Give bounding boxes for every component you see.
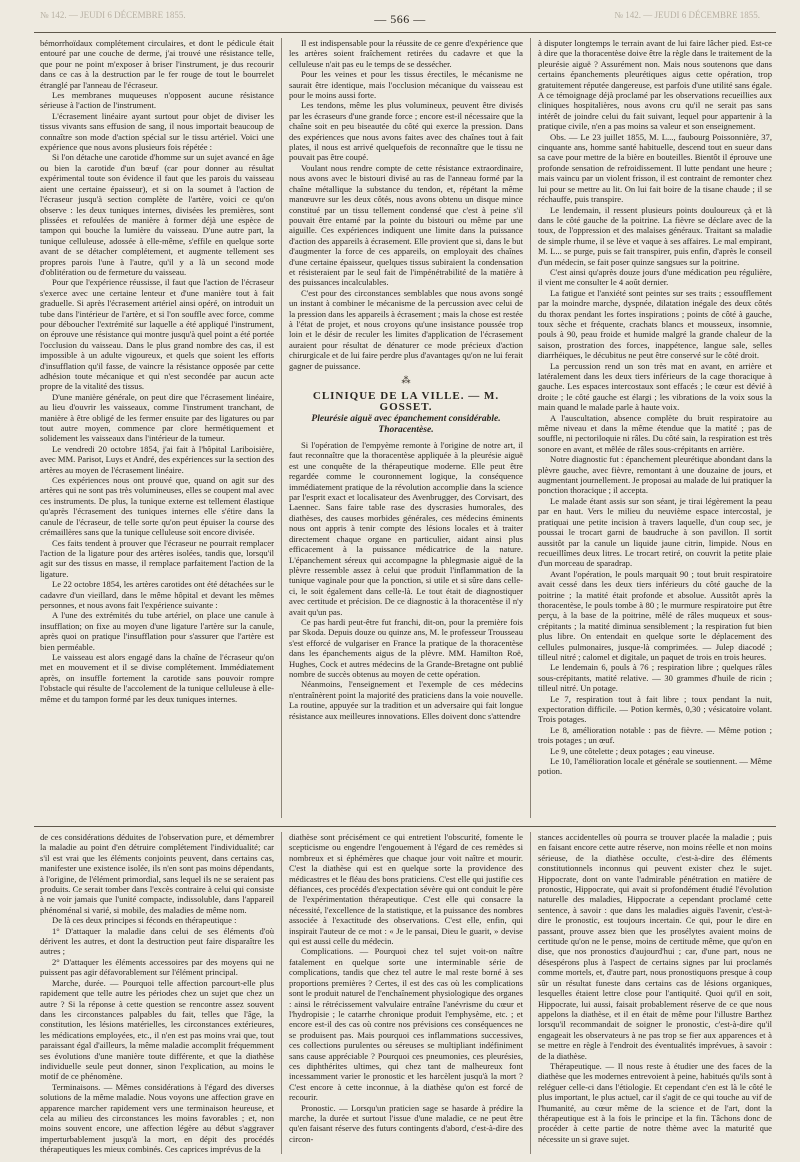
paragraph: 1° D'attaquer la maladie dans celui de ses éléments d'où dérivent les autres, et dont la destruction peut faire disparaître les autres ; (40, 925, 274, 957)
paragraph: Le 10, l'amélioration locale et générale se soutiennent. — Même potion. (538, 756, 772, 777)
paragraph: A l'une des extrémités du tube artériel, on place une canule à insufflation; on fixe au moyen d'une ligature l'artère sur la canule, après quoi on pratique l'insufflation pour s'assurer que l'artère est bien perméable. (40, 610, 274, 652)
column-bottom-2 (289, 832, 523, 1154)
paragraph: Le lendemain, il ressent plusieurs points douloureux çà et là dans le côté gauche de la poitrine. La fièvre se déclare avec de la toux, de l'oppression et des malaises généraux. Traitant sa maladie de simple rhume, il se lève et vaque à ses affaires. Le mal empirant, M. L... se purge, puis se fait transpirer, puis enfin, d'après le conseil d'un médecin, se fait poser quinze sangsues sur la poitrine. (538, 204, 772, 267)
paragraph: La fatigue et l'anxiété sont peintes sur ses traits ; essoufflement par la moindre marche, dyspnée, dilatation inégale des deux côtés du thorax pendant les fortes inspirations ; points de côté à gauche, toux sèche et fréquente, crachats blancs et mousseux, insomnie, pouls à 90, peau froide et humide malgré la grande chaleur de la saison, prostration des forces, inappétence, langue sale, selles diarrhéiques, le décubitus ne peut être conservé sur le côté droit. (538, 287, 772, 361)
column-bottom-1 (40, 832, 274, 1154)
paragraph: Il est indispensable pour la réussite de ce genre d'expérience que les artères soient fraîchement retirées du cadavre et que la celluleuse n'ait pas eu le temps de se dessécher. (289, 38, 523, 69)
clinique-subtitle: Pleurésie aiguë avec épanchement considérable. Thoracentèse. (311, 414, 501, 435)
paragraph: De là ces deux principes si féconds en thérapeutique : (52, 915, 237, 926)
page-number: — 566 — (374, 12, 426, 26)
paragraph: stances accidentelles où pourra se trouver placée la maladie ; puis en faisant encore cette autre réserve, non moins réelle et non moins sérieuse, de la diathèse occulte, c'est-à-dire des éléments constitutionnels inconnus qui peuvent exister chez le sujet. Hippocrate, dont on vante l'admirable pénétration en matière de pronostic, Hippocrate, qui avait si profondément étudié l'évolution naturelle des maladies, Hippocrate a cependant proclamé cette sentence, à savoir : que dans les maladies aiguës l'avenir, c'est-à-dire le pronostic, est toujours incertain. Ce qui, pour le dire en passant, prouve assez bien que les prosélytes avaient moins de certitude qu'on ne le pense, moins de certitude même, que qu'on en dise, que nos pronostics d'aujourd'hui ; car, d'une part, nous ne désespérons plus à l'aspect de certains signes par lui proclamés comme mortels, et, d'autre part, nous pronostiquons presque à coup sûr un résultat funeste dans certains cas de lésions organiques, lesquelles étaient lettre close pour l'antiquité. Quoi qu'il en soit, Hippocrate, lui aussi, faisait probablement réserve de ce que nous appelons la diathèse, et il en était de même pour l'illustre Barthez lorsqu'il recommandait de soigner le pronostic, c'est-à-dire qu'il engageait les observateurs à ne pas trop se fier aux apparences et à se mettre en règle à l'endroit des éventualités imprévues, à savoir : de la diathèse. (538, 832, 772, 1061)
article-clinique (289, 440, 523, 721)
paragraph: Ces faits tendent à prouver que l'écraseur ne pourrait remplacer l'action de la ligature pour des artères isolées, tandis que, lorsqu'il agit sur des tissus en masse, il remplace parfaitement l'action de la ligature. (40, 537, 274, 579)
paragraph: Terminaisons. — Mêmes considérations à l'égard des diverses solutions de la même maladie. Nous voyons une affection grave en apparence marcher rapidement vers une terminaison heureuse, et cela au milieu des circonstances les moins favorables ; et, non moins souvent encore, une affection légère au début s'aggraver imperturbablement jusqu'à la mort, en dépit des procédés thérapeutiques les mieux combinés. Ces caprices imprévus de la (40, 1081, 274, 1154)
column-top-2 (289, 38, 523, 818)
column-top-3 (538, 38, 772, 818)
paragraph: Le vendredi 20 octobre 1854, j'ai fait à l'hôpital Lariboisière, avec MM. Parisot, Luys et André, des expériences sur la section des artères au moyen de l'écrasement linéaire. (40, 443, 274, 475)
paragraph: La percussion rend un son très mat en avant, en arrière et latéralement dans les deux tiers inférieurs de la cage thoracique à gauche. Les espaces intercostaux sont effacés ; le cœur est dévié à droite ; le côté gauche est élargi ; les vibrations de la voix sous la main quand le malade parle à haute voix. (538, 360, 772, 413)
paragraph: C'est ainsi qu'après douze jours d'une médication peu régulière, il vient me consulter le 4 août dernier. (538, 266, 772, 288)
paragraph: Le 22 octobre 1854, les artères carotides ont été détachées sur le cadavre d'un vieillard, dans le même hôpital et devant les mêmes personnes, et nous avons fait l'expérience suivante : (40, 579, 274, 610)
paragraph: Les membranes muqueuses n'opposent aucune résistance sérieuse à l'action de l'instrument. (40, 90, 274, 111)
column-top-1 (40, 38, 274, 818)
paragraph: L'écrasement linéaire ayant surtout pour objet de diviser les tissus vivants sans effusion de sang, il nous importait beaucoup de connaître son mode d'action spécial sur le tissu artériel. Voici une expérience que nous avons plusieurs fois répétée : (40, 110, 274, 153)
article-ecrasement-continued (289, 38, 523, 371)
paragraph: bémorrhoïdaux complétement circulaires, et dont le pédicule était entouré par une couche de derme, j'ai trouvé une résistance telle, que pour ne point m'exposer à briser l'instrument, je dus recourir dans ce cas à la destruction par le fer rouge de tout le bourrelet étranglé par l'anneau de l'écraseur. (40, 38, 274, 90)
paragraph: Le lendemain 6, pouls à 76 ; respiration libre ; quelques râles sous-crépitants, matité relative. — 30 grammes d'huile de ricin ; tilleul nitré. Un potage. (538, 662, 772, 694)
column-divider (530, 38, 531, 818)
page-header (0, 0, 800, 30)
header-rule (34, 32, 776, 33)
column-bottom-3 (538, 832, 772, 1154)
paragraph: Pour que l'expérience réussisse, il faut que l'action de l'écraseur s'exerce avec une certaine lenteur et d'une manière tout à fait graduelle. Si après l'écrasement artériel ainsi opéré, on introduit un tube dans l'intérieur de l'artère, et si l'on souffle avec force, comme pour déboucher l'extrémité sur laquelle a été appliqué l'instrument, on éprouve une résistance qui montre jusqu'à quel point a été portée l'occlusion du vaisseau. Dans le plus grand nombre des cas, il est impossible à un adulte vigoureux, et quels que soient les efforts d'insufflation qu'il fasse, de vaincre la résistance opposée par cette adhésion toute mécanique et qui n'est secondée par aucun acte propre de la vitalité des tissus. (40, 277, 274, 392)
paragraph: diathèse sont précisément ce qui entretient l'obscurité, fomente le scepticisme ou engendre l'engouement à l'égard de ces remèdes si nombreux et si éphémères que chaque jour voit naître et mourir. C'est la diathèse qui est en quelque sorte la providence des médicastres et le fléau des bons praticiens. C'est elle qui justifie ces défiances, ces procédés d'expectation sévère qui ont conduit le père de l'expérimentation thérapeutique. C'est elle qui consacre la nécessité, l'excellence de la statistique, et la puissance des nombres associée à l'exactitude des observations. C'est elle, enfin, qui inspirait l'auteur de ce mot : « Je le pansai, Dieu le guarit, » devise qui est aussi celle du médecin. (289, 832, 523, 947)
column-divider (530, 832, 531, 1154)
clinique-title: CLINIQUE DE LA VILLE. — M. GOSSET. (312, 390, 500, 413)
paragraph: Avant l'opération, le pouls marquait 90 ; tout bruit respiratoire avait cessé dans les deux tiers inférieurs du côté gauche de la poitrine ; la matité était profonde et absolue. Aussitôt après la thoracentèse, le pouls tombe à 80 ; le murmure respiratoire put être perçu, à la base de la poitrine, mêlé de râles muqueux et sous-crépitants ; la matité diminua sensiblement ; la respiration fut bien plus libre. On entendait en quelque sorte le déplacement des cellules pulmonaires, jusque-là comprimées. — Julep diacodé ; tilleul nitré ; calomel et digitale, un paquet de trois en trois heures. (538, 568, 772, 662)
paragraph: Thérapeutique. — Il nous reste à étudier une des faces de la diathèse que les modernes entrevoient à peine, habitués qu'ils sont à reléguer celle-ci dans l'étiologie. Et cependant c'en est là le côté le plus important, le plus actuel, car il s'agit de ce qui touche au vif de l'humanité, au cœur même de la science et de l'art, dont la thérapeutique est à la fois le principe et la fin. Tâchons donc de procéder à cette partie de notre thème avec la maturité que nécessite un si grave sujet. (538, 1060, 772, 1144)
paragraph: à disputer longtemps le terrain avant de lui faire lâcher pied. Est-ce à dire que la thoracentèse doive être la règle dans le traitement de la pleurésie aiguë ? Assurément non. Mais nous soutenons que dans certains épanchements pleurétiques aigus cette opération, trop gratuitement réputée dangereuse, est parfois d'une utilité sans égale. A ce témoignage déjà proclamé par les observations recueillies aux cliniques hospitalières, nous avons cru qu'il ne serait pas sans intérêt de joindre celui du fait suivant, lequel pour appartenir à la pratique civile, n'en a pas moins sa valeur et son enseignement. (538, 38, 772, 132)
paragraph: Le vaisseau est alors engagé dans la chaîne de l'écraseur qu'on met en mouvement et il se divise complétement. Immédiatement après, on insuffle fortement la carotide sans pouvoir rompre l'obstacle qui résulte de l'accolement de la tunique celluleuse à elle-même et du tampon formé par les deux tuniques internes. (40, 651, 274, 704)
paragraph: D'une manière générale, on peut dire que l'écrasement linéaire, au lieu d'ouvrir les vaisseaux, comme l'instrument tranchant, de manière à être obligé de les fermer ensuite par des ligatures ou par tout autre moyen, commence par clore hermétiquement et solidement les vaisseaux dans l'intérieur de la tumeur. (40, 391, 274, 444)
paragraph: A l'auscultation, absence complète du bruit respiratoire au même niveau et dans la même étendue que la matité ; pas de souffle, ni pectoriloquie ni râles. Du côté sain, la respiration est très sonore en avant, et mêlée de râles sous-crépitants en arrière. (538, 412, 772, 454)
section-rule (34, 826, 776, 827)
paragraph: Le malade étant assis sur son séant, je tirai légèrement la peau par en haut. Vers le milieu du neuvième espace intercostal, je pratiquai une petite incision à travers laquelle, d'un coup sec, je poussai le trocart garni de baudruche à son pavillon. Il sortit aussitôt par la canule un liquide jaune citrin, limpide. Nous en recueillîmes deux litres. Le trocart retiré, on couvrit la petite plaie d'un morceau de sparadrap. (538, 495, 772, 569)
paragraph: Le 8, amélioration notable : pas de fièvre. — Même potion ; trois potages ; un œuf. (538, 724, 772, 746)
paragraph: Si l'on détache une carotide d'homme sur un sujet avancé en âge ou bien la carotide d'un bœuf (car pour donner au résultat expérimental toute son évidence il faut que les parois du vaisseau aient une certaine épaisseur), et si on la soumet à l'action de l'écraseur jusqu'à section complète de l'artère, voici ce qu'on observe : les deux tuniques internes, divisées les premières, sont plissées et refoulées de manière à former déjà une espèce de tampon qui bouche la lumière du vaisseau. D'une autre part, la tunique celluleuse, adossée à elle-même, s'effile en quelque sorte avant de se détacher complétement, et augmente tellement ses propres parois l'une à l'autre, qu'il y a là un second mode d'oblitération ou de fermeture du vaisseau. (40, 152, 274, 277)
paragraph: Pronostic. — Lorsqu'un praticien sage se hasarde à prédire la marche, la durée et surtout l'issue d'une maladie, ce ne peut être qu'en faisant réserve des futurs contingents d'abord, c'est-à-dire des circon- (289, 1102, 523, 1144)
paragraph: Les tendons, même les plus volumineux, peuvent être divisés par les écraseurs d'une grande force ; encore est-il nécessaire que la chaîne soit en peu biseautée du côté qui exerce la pression. Dans des expériences que nous avons faites avec des chaînes tout à fait plates, il nous est arrivé quelquefois de reconnaître que le tissu ne pouvait pas être coupé. (289, 100, 523, 163)
paragraph: Ces expériences nous ont prouvé que, quand on agit sur des artères qui ne sont pas très volumineuses, elles se coupent mal avec ces instruments. De plus, la tunique externe est tellement élastique qu'après l'écrasement des tuniques internes elle s'étire dans la canule de l'écraseur, de telle sorte qu'on peut épuiser la course des crémaillères sans que la tunique celluleuse soit encore divisée. (40, 475, 274, 538)
paragraph: Le 9, une côtelette ; deux potages ; eau vineuse. (550, 745, 715, 756)
paragraph: Si l'opération de l'empyème remonte à l'origine de notre art, il faut reconnaître que la thoracentèse appliquée à la pleurésie aiguë est une conquête de la thérapeutique moderne. Elle peut être regardée comme le couronnement logique, la conséquence immédiatement pratique de la révolution accomplie dans la science par l'esprit exact et localisateur des Avenbrugger, des Corvisart, des Laennec. Sans faire table rase des dyscrasies humorales, des diathèses, des causes morbides générales, ces médecins éminents nous ont appris à tenir compte des lésions locales et à traiter directement chaque organe en particulier, aidant ainsi plus efficacement à la puissance médicatrice de la nature. L'épanchement séreux qui accompagne la phlegmasie aiguë de la plèvre ressemble assez à celui que produit l'inflammation de la tunique vaginale pour que la ponction, si utile et si sûre dans celle-ci, le soit également dans celle-là. Le tout était de diagnostiquer avec certitude et précision. De ce diagnostic à la thoracentèse il n'y avait qu'un pas. (289, 440, 523, 617)
paragraph: Néanmoins, l'enseignement et l'exemple de ces médecins n'entraînèrent point la majorité des praticiens dans la voie nouvelle. La routine, appuyée sur la tradition et un adversaire qui fait longue résistance aux meilleures innovations. Elles doivent donc s'attendre (289, 679, 523, 721)
paragraph: Complications. — Pourquoi chez tel sujet voit-on naître fatalement en quelque sorte une interminable série de complications, tandis que chez tel autre le mal reste borné à ses proportions premières ? Certes, il est des cas où les complications sont le produit naturel de l'enchaînement physiologique des organes : ainsi le rétrécissement valvulaire entraîne l'anévrisme du cœur et l'hydropisie ; le catarrhe chronique produit l'emphysème, etc. ; et encore est-il des cas où contre nos prévisions ces conséquences ne se produisent pas. Mais pourquoi ces inflammations successives, ces collections purulentes ou séreuses se multipliant indéfiniment sans cause appréciable ? Pourquoi ces pneumonies, ces pleurésies, ces diphthérites ultimes, qui chez tant de malheureux font incessamment varier le pronostic et les harcèlent jusqu'à la mort ? C'est encore à cette inconnue, à la diathèse qu'on est forcé de recourir. (289, 946, 523, 1103)
column-divider (281, 38, 282, 818)
column-divider (281, 832, 282, 1154)
paragraph: Obs. — Le 23 juillet 1855, M. L..., faubourg Poissonnière, 37, cinquante ans, homme santé habituelle, descend tout en sueur dans sa cave pour mettre de la bière en bouteilles. Bientôt il éprouve une profonde sensation de refroidissement. Il lutte pendant une heure ; mais vaincu par un violent frisson, il est contraint de remonter chez lui pour se mettre au lit. On lui fait boire de la tisane chaude ; il se réchauffe, puis transpire. (538, 131, 772, 205)
paragraph: C'est pour des circonstances semblables que nous avons songé un instant à combiner le mécanisme de la percussion avec celui de la pression dans les appareils à écrasement ; mais la chose est restée à l'état de projet, et nous croyons qu'une insistance poussée trop loin et le désir de reculer les limites d'application de l'écrasement auraient pour résultat de dénaturer ce mode précieux d'action chirurgicale et de lui faire perdre plus d'avantages qu'on ne lui ferait gagner de puissance. (289, 287, 523, 371)
paragraph: Notre diagnostic fut : épanchement pleurétique abondant dans la plèvre gauche, avec fièvre, remontant à une douzaine de jours, et augmentant journellement. Je proposai au malade de lui pratiquer la ponction thoracique ; il accepta. (538, 454, 772, 496)
paragraph: Ce pas hardi peut-être fut franchi, dit-on, pour la première fois par Skoda. Depuis douze ou quinze ans, M. le professeur Trousseau s'est efforcé de vulgariser en France la pratique de la thoracentèse dans les épanchements aigus de la plèvre. MM. Hamilton Roë, Hughes, Cock et autres médecins de la Grande-Bretagne ont publié nombre de succès obtenus au moyen de cette opération. (289, 616, 523, 679)
paragraph: 2° D'attaquer les éléments accessoires par des moyens qui ne puissent pas agir défavorablement sur l'élément principal. (40, 956, 274, 978)
header-ghost-right: № 142. — JEUDI 6 DÉCEMBRE 1855. (614, 10, 760, 20)
section-ornament: ⁂ (401, 375, 411, 385)
paragraph: de ces considérations déduites de l'observation pure, et démembrer la maladie au point d'en détruire complétement l'individualité; car s'il est vrai que les éléments conjoints peuvent, dans certains cas, manifester une existence isolée, ils n'en sont pas moins dépendants, à l'origine, de l'élément primordial, sans lequel ils ne se seraient pas produits. Ce serait tomber dans l'excès contraire à celui qui consiste à ne voir jamais que l'unité compacte, indissoluble, dans l'appareil phénoménal si varié, si mobile, des maladies de même nom. (40, 832, 274, 915)
paragraph: Le 7, respiration tout à fait libre ; toux pendant la nuit, expectoration difficile. — Potion kermès, 0,30 ; vésicatoire volant. Trois potages. (538, 693, 772, 725)
header-ghost-left: № 142. — JEUDI 6 DÉCEMBRE 1855. (40, 10, 186, 20)
paragraph: Voulant nous rendre compte de cette résistance extraordinaire, nous avons avec le bistouri divisé au ras de l'anneau formé par la chaîne métallique la substance du tendon, et, répétant la même manœuvre sur les deux côtés, nous avons obtenu un disque mince constitué par un tissu tellement condensé que c'est à peine s'il pouvait être entamé par la pointe du bistouri ou même par une aiguille. Ces expériences indiquent une limite dans la puissance d'action des appareils à écrasement. Elle provient que si, dans le but d'augmenter la force de ces appareils, on employait des chaînes d'une certaine épaisseur, quelques tissus subiraient la condensation et résisteraient par le seul fait de l'impénétrabilité de la matière à des puissances incalculables. (289, 162, 523, 288)
paragraph: Marche, durée. — Pourquoi telle affection parcourt-elle plus rapidement que telle autre les périodes chez un sujet que chez un autre ? Si la réponse à cette question se rencontre assez souvent dans les circonstances palpables du fait, telles que l'âge, la constitution, les lésions matérielles, les circonstances extérieures, les médications employées, etc., il n'en est pas moins vrai que, tout paraissant égal d'ailleurs, la même maladie accomplit fréquemment ses évolutions d'une manière toute différente, et que la diathèse individuelle seule peut donner, sinon l'explication, au moins le motif de ce phénomène. (40, 977, 274, 1082)
paragraph: Pour les veines et pour les tissus érectiles, le mécanisme ne saurait être identique, mais l'occlusion mécanique du vaisseau est pour le moins aussi forte. (289, 69, 523, 101)
